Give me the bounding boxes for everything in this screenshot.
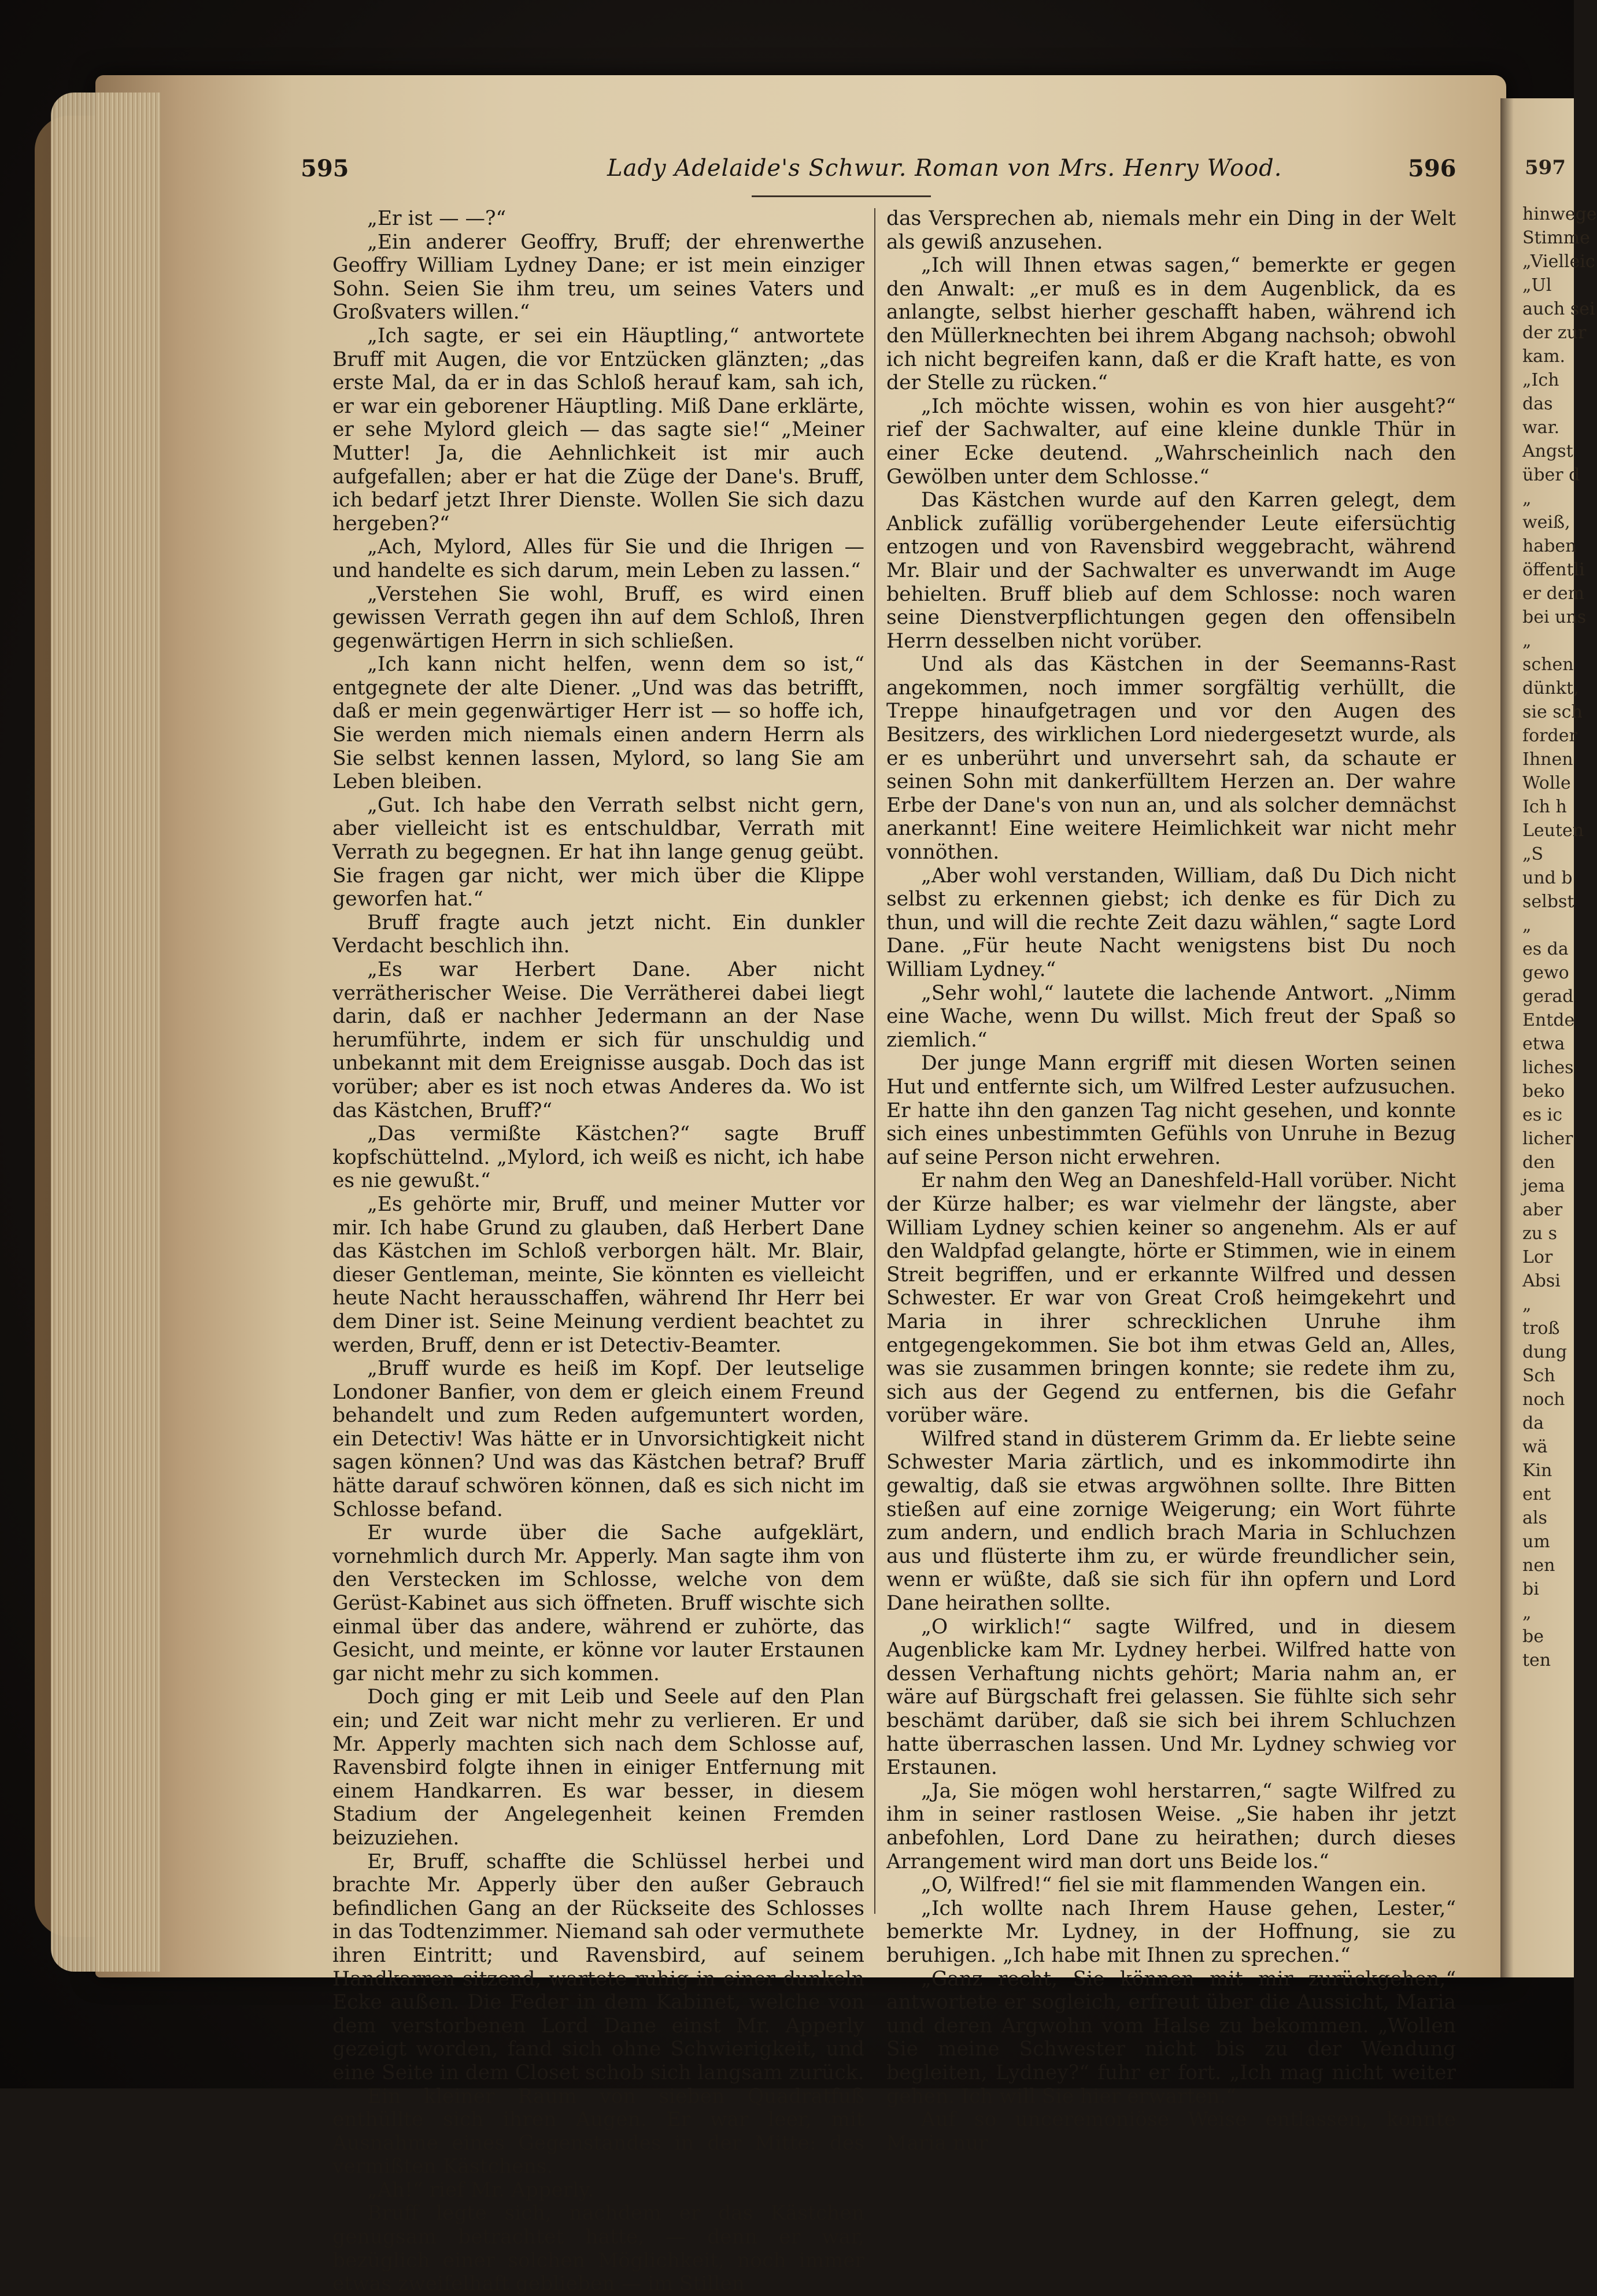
- paragraph: „Ach, Mylord, Alles für Sie und die Ihrigen — und handelte es sich darum, mein Leben zu lassen.“: [332, 535, 864, 582]
- running-title: Lady Adelaide's Schwur. Roman von Mrs. Henry Wood.: [607, 155, 1282, 182]
- right-column: [886, 207, 1456, 2155]
- page-number-next: 597: [1525, 156, 1566, 179]
- next-page-fragment: und b: [1522, 868, 1573, 888]
- paragraph: Wilfred stand in düsterem Grimm da. Er liebte seine Schwester Maria zärtlich, und es inkommodirte ihn gewaltig, daß sie etwas argwöhnen sollte. Ihre Bitten stießen auf eine zornige Weigerung; ein Wort führte zum andern, und endlich brach Maria in Schluchzen aus und flüsterte ihm zu, er würde freundlicher sein, wenn er wüßte, daß sie sich für ihn opfern und Lord Dane heirathen sollte.: [886, 1427, 1456, 1615]
- next-page-fragment: Leuten: [1522, 820, 1584, 841]
- next-page-fragment: wä: [1522, 1437, 1548, 1457]
- next-page-fragment: hinwege: [1522, 204, 1597, 224]
- next-page-fragment: Lor: [1522, 1247, 1553, 1267]
- next-page-fragment: „: [1522, 631, 1532, 651]
- paragraph: „Bruff wurde es heiß im Kopf. Der leutselige Londoner Banfier, von dem er gleich einem Freund behandelt und zum Reden aufgemuntert worden, ein Detectiv! Was hätte er in Unvorsichtigkeit nicht sagen können? Und was das Kästchen betraf? Bruff hätte darauf schwören können, daß es sich nicht im Schlosse befand.: [332, 1357, 864, 1521]
- column-divider: [874, 208, 875, 1914]
- next-page-fragment: um: [1522, 1532, 1550, 1552]
- paragraph: Und als das Kästchen in der Seemanns-Rast angekommen, noch immer sorgfältig verhüllt, die Treppe hinaufgetragen und vor den Augen des Besitzers, des wirklichen Lord niedergesetzt wurde, als er es unberührt und unversehrt sah, da schaute er seinen Sohn mit dankerfülltem Herzen an. Der wahre Erbe der Dane's von nun an, und als solcher demnächst anerkannt! Eine weitere Heimlichkeit war nicht mehr vonnöthen.: [886, 653, 1456, 864]
- paragraph: Auf so unceremoniöse Weise entlassen, konnte Maria nur: [886, 2108, 1456, 2155]
- page-number-left: 595: [301, 155, 349, 182]
- next-page-fragment: der zur: [1522, 323, 1587, 343]
- next-page-fragment: „: [1522, 1603, 1532, 1623]
- next-page-fragment: ent: [1522, 1484, 1551, 1504]
- paragraph: Ein kleiner Raum von sieben Quadratfuß enthüllte sich ihren Augen. Er war leer, mit Ausnahme eines Gegenstandes in der Mitte: des vermißten Kästchens.: [332, 2084, 864, 2179]
- next-page-fragment: sie sch: [1522, 702, 1583, 722]
- next-page-fragment: liches: [1522, 1058, 1574, 1078]
- next-page-fragment: nen: [1522, 1555, 1555, 1576]
- next-page-fragment: troß: [1522, 1318, 1560, 1339]
- next-page-fragment: öffentli: [1522, 560, 1585, 580]
- next-page-fragment: haben: [1522, 536, 1577, 556]
- paragraph: „Ja, Sie mögen wohl herstarren,“ sagte Wilfred zu ihm in seiner rastlosen Weise. „Sie haben ihr jetzt anbefohlen, Lord Dane zu heirathen; durch dieses Arrangement wird man dort uns Beide los.“: [886, 1779, 1456, 1873]
- next-page-fragment: schen: [1522, 655, 1574, 675]
- paragraph: „O wirklich!“ sagte Wilfred, und in diesem Augenblicke kam Mr. Lydney herbei. Wilfred hatte von dessen Verhaftung nichts gehört; Maria nahm an, er wäre auf Bürgschaft frei gelassen. Sie fühlte sich sehr beschämt darüber, daß sie sich bei ihrem Schluchzen hatte überraschen lassen. Und Mr. Lydney schwieg vor Erstaunen.: [886, 1615, 1456, 1780]
- next-page-fragment: bei uns: [1522, 607, 1587, 627]
- paragraph: Er nahm den Weg an Daneshfeld-Hall vorüber. Nicht der Kürze halber; es war vielmehr der längste, aber William Lydney schien keiner so angenehm. Als er auf den Waldpfad gelangte, hörte er Stimmen, wie in einem Streit begriffen, und er erkannte Wilfred und dessen Schwester. Er war von Great Croß heimgekehrt und Maria in ihrer schrecklichen Unruhe ihm entgegengekommen. Sie bot ihm etwas Geld an, Alles, was sie zusammen bringen konnte; sie redete ihm zu, sich aus der Gegend zu entfernen, bis die Gefahr vorüber wäre.: [886, 1169, 1456, 1428]
- paragraph: „Ah!“ rief Mr. Apperly.: [367, 2178, 594, 2202]
- next-page-strip: [1500, 98, 1597, 1977]
- paragraph: „Gut. Ich habe den Verrath selbst nicht gern, aber vielleicht ist es entschuldbar, Verrath mit Verrath zu begegnen. Er hat ihn lange genug geübt. Sie fragen gar nicht, wer mich über die Klippe geworfen hat.“: [332, 793, 864, 911]
- next-page-fragment: „Ich: [1522, 370, 1559, 390]
- paragraph: „Ich kann nicht helfen, wenn dem so ist,“ entgegnete der alte Diener. „Und was das betrifft, daß er mein gegenwärtiger Herr ist — so hoffe ich, Sie werden mich niemals einen andern Herrn als Sie selbst kennen lassen, Mylord, so lang Sie am Leben bleiben.: [332, 653, 864, 794]
- next-page-fragment: gerad: [1522, 986, 1574, 1007]
- next-page-fragment: Sch: [1522, 1366, 1555, 1386]
- paragraph: „Ein anderer Geoffry, Bruff; der ehrenwerthe Geoffry William Lydney Dane; er ist mein einziger Sohn. Seien Sie ihm treu, um seines Vaters und Großvaters willen.“: [332, 230, 864, 324]
- next-page-fragment: „Ul: [1522, 275, 1552, 295]
- paragraph: „Aber wohl verstanden, William, daß Du Dich nicht selbst zu erkennen giebst; ich denke es für Dich zu thun, und will die rechte Zeit dazu wählen,“ sagte Lord Dane. „Für heute Nacht wenigstens bist Du noch William Lydney.“: [886, 864, 1456, 981]
- paragraph: Bruff fragte auch jetzt nicht. Ein dunkler Verdacht beschlich ihn.: [332, 911, 864, 958]
- next-page-fragment: war.: [1522, 417, 1560, 438]
- paragraph: „Es gehörte mir, Bruff, und meiner Mutter vor mir. Ich habe Grund zu glauben, daß Herbert Dane das Kästchen im Schloß verborgen hält. Mr. Blair, dieser Gentleman, meinte, Sie könnten es vielleicht heute Nacht herausschaffen, während Ihr Herr bei dem Diner ist. Seine Meinung verdient beachtet zu werden, Bruff, denn er ist Detectiv-Beamter.: [332, 1192, 864, 1357]
- next-page-fragment: etwa: [1522, 1034, 1565, 1054]
- paragraph: „Ich sagte, er sei ein Häuptling,“ antwortete Bruff mit Augen, die vor Entzücken glänzten; „das erste Mal, da er in das Schloß herauf kam, sah ich, er war ein geborener Häuptling. Miß Dane erklärte, er sehe Mylord gleich — das sagte sie!“ „Meiner Mutter! Ja, die Aehnlichkeit ist mir auch aufgefallen; aber er hat die Züge der Dane's. Bruff, ich bedarf jetzt Ihrer Dienste. Wollen Sie sich dazu hergeben?“: [332, 324, 864, 535]
- paragraph: „Ich will Ihnen etwas sagen,“ bemerkte er gegen den Anwalt: „er muß es in dem Augenblick, da es anlangte, selbst hierher geschafft haben, während ich den Müllerknechten bei ihrem Abgang nachsoh; obwohl ich nicht begreifen kann, daß er die Kraft hatte, es von der Stelle zu rücken.“: [886, 254, 1456, 395]
- paragraph: „Ich möchte wissen, wohin es von hier ausgeht?“ rief der Sachwalter, auf eine kleine dunkle Thür in einer Ecke deutend. „Wahrscheinlich nach den Gewölben unter dem Schlosse.“: [886, 394, 1456, 489]
- next-page-fragment: Entde: [1522, 1010, 1575, 1030]
- paragraph: „Es war Herbert Dane. Aber nicht verrätherischer Weise. Die Verrätherei dabei liegt darin, daß er nachher Jedermann an der Nase herumführte, indem er sich für unschuldig und unbekannt mit dem Ereignisse ausgab. Doch das ist vorüber; aber es ist noch etwas Anderes da. Wo ist das Kästchen, Bruff?“: [332, 958, 864, 1122]
- next-page-fragment: über d: [1522, 465, 1580, 485]
- paragraph: „Verstehen Sie wohl, Bruff, es wird einen gewissen Verrath gegen ihn auf dem Schloß, Ihren gegenwärtigen Herrn in sich schließen.: [332, 582, 864, 653]
- paragraph-continuation: das Versprechen ab, niemals mehr ein Ding in der Welt als gewiß anzusehen.: [886, 207, 1456, 254]
- next-page-fragment: Kin: [1522, 1461, 1552, 1481]
- next-page-fragment: Stimme: [1522, 228, 1590, 248]
- next-page-fragment: das: [1522, 394, 1553, 414]
- next-page-fragment: weiß,: [1522, 512, 1570, 533]
- next-page-fragment: kam.: [1522, 346, 1566, 367]
- page-number-right: 596: [1408, 155, 1456, 182]
- paragraph: „Ich wollte nach Ihrem Hause gehen, Lester,“ bemerkte Mr. Lydney, in der Hoffnung, sie zu beruhigen. „Ich habe mit Ihnen zu sprechen.“: [886, 1896, 1456, 1967]
- paragraph: Der junge Mann ergriff mit diesen Worten seinen Hut und entfernte sich, um Wilfred Lester aufzusuchen. Er hatte ihn den ganzen Tag nicht gesehen, und konnte sich eines unbestimmten Gefühls von Unruhe in Bezug auf seine Person nicht erwehren.: [886, 1052, 1456, 1169]
- left-column: [332, 207, 864, 2296]
- next-page-fragment: forder: [1522, 726, 1577, 746]
- next-page-fragment: selbst: [1522, 892, 1574, 912]
- next-page-fragment: „Vielleic: [1522, 252, 1595, 272]
- paragraph: „O, Wilfred!“ fiel sie mit flammenden Wangen ein.: [921, 1873, 1427, 1897]
- next-page-fragment: Ihnen: [1522, 749, 1573, 770]
- next-page-fragment: noch: [1522, 1389, 1565, 1410]
- next-page-fragment: gewo: [1522, 963, 1569, 983]
- paragraph: „Ganz recht, Sie können mit mir zurückgehen,“ antwortete er sogleich, erfreut über die Aussicht, Maria und deren Argwohn vom Halse zu bekommen. „Wollen Sie meine Schwester nicht bis zu der Wendung begleiten, Lydney?“ fuhr er fort. „Ich mag nicht weiter gehen. Ich will Sie hier erwarten.“: [886, 1967, 1456, 2108]
- next-page-fragment: Ich h: [1522, 797, 1567, 817]
- paragraph: Er, Bruff, schaffte die Schlüssel herbei und brachte Mr. Apperly über den außer Gebrauch befindlichen Gang an der Rückseite des Schlosses in das Todtenzimmer. Niemand sah oder vermuthete ihren Eintritt; und Ravensbird, auf seinem Handkarren sitzend, wartete ruhig in einer dunkeln Ecke außen. Die Feder in dem Kabinet, welche von dem verstorbenen Lord Dane einst Mr. Apperly gezeigt worden, fand sich ohne Schwierigkeit, und eine Seite in dem Closet schob sich langsam zurück.: [332, 1850, 864, 2084]
- next-page-fragment: „: [1522, 1295, 1532, 1315]
- next-page-fragment: bi: [1522, 1579, 1539, 1599]
- next-page-fragment: be: [1522, 1626, 1544, 1647]
- next-page-fragment: „: [1522, 915, 1532, 936]
- next-page-fragment: jema: [1522, 1176, 1565, 1196]
- next-page-fragment: als: [1522, 1508, 1547, 1528]
- next-page-fragment: beko: [1522, 1081, 1565, 1101]
- paragraph: Das Kästchen wurde auf den Karren gelegt, dem Anblick zufällig vorübergehender Leute eifersüchtig entzogen und von Ravensbird weggebracht, während Mr. Blair und der Sachwalter es unverwandt im Auge behielten. Bruff blieb auf dem Schlosse: noch waren seine Dienstverpflichtungen gegen den offensibeln Herrn desselben nicht vorüber.: [886, 489, 1456, 653]
- next-page-fragment: Absi: [1522, 1271, 1561, 1291]
- next-page-fragment: zu s: [1522, 1223, 1558, 1244]
- next-page-fragments: [1522, 202, 1597, 1672]
- next-page-fragment: aber: [1522, 1200, 1563, 1220]
- next-page-fragment: „S: [1522, 844, 1544, 864]
- next-page-fragment: da: [1522, 1413, 1544, 1433]
- next-page-fragment: es da: [1522, 939, 1569, 959]
- next-page-fragment: Wolle: [1522, 773, 1571, 793]
- paragraph: „Das vermißte Kästchen?“ sagte Bruff kopfschüttelnd. „Mylord, ich weiß es nicht, ich habe es nie gewußt.“: [332, 1122, 864, 1193]
- paragraph: „Sehr wohl,“ lautete die lachende Antwort. „Nimm eine Wache, wenn Du willst. Mich freut der Spaß so ziemlich.“: [886, 981, 1456, 1052]
- paragraph: Er wurde über die Sache aufgeklärt, vornehmlich durch Mr. Apperly. Man sagte ihm von den Verstecken im Schlosse, welche von dem Gerüst-Kabinet aus sich öffneten. Bruff wischte sich einmal über das andere, während er zuhörte, das Gesicht, und meinte, er könne vor lauter Erstaunen gar nicht mehr zu sich kommen.: [332, 1521, 864, 1685]
- next-page-fragment: licher: [1522, 1129, 1573, 1149]
- next-page-fragment: „: [1522, 489, 1532, 509]
- page-header: [301, 155, 1457, 190]
- next-page-fragment: er dem: [1522, 583, 1585, 604]
- next-page-fragment: Angst: [1522, 441, 1573, 461]
- next-page-fragment: den: [1522, 1152, 1555, 1173]
- paragraph: Doch ging er mit Leib und Seele auf den Plan ein; und Zeit war nicht mehr zu verlieren. Er und Mr. Apperly machten sich nach dem Schlosse auf, Ravensbird folgte ihnen in einiger Entfernung mit einem Handkarren. Es war besser, in diesem Stadium der Angelegenheit keinen Fremden beizuziehen.: [332, 1685, 864, 1850]
- next-page-fragment: ten: [1522, 1650, 1551, 1670]
- paragraph: Bruff legte sich, nachdem er das Kästchen genugsam betrachtet hatte, — denn er war, bezüglich einer solchen Möglichkeit, noch immer etwas zweifelhaft geblieben — im Stillen: [332, 2202, 864, 2296]
- next-page-fragment: auch sei: [1522, 299, 1595, 319]
- next-page-fragment: dung: [1522, 1342, 1568, 1362]
- page-fore-edge: [51, 93, 161, 1972]
- next-page-fragment: es ic: [1522, 1105, 1563, 1125]
- header-rule: [752, 195, 931, 197]
- next-page-fragment: dünkt,: [1522, 678, 1579, 698]
- paragraph: „Er ist — —?“: [367, 207, 507, 230]
